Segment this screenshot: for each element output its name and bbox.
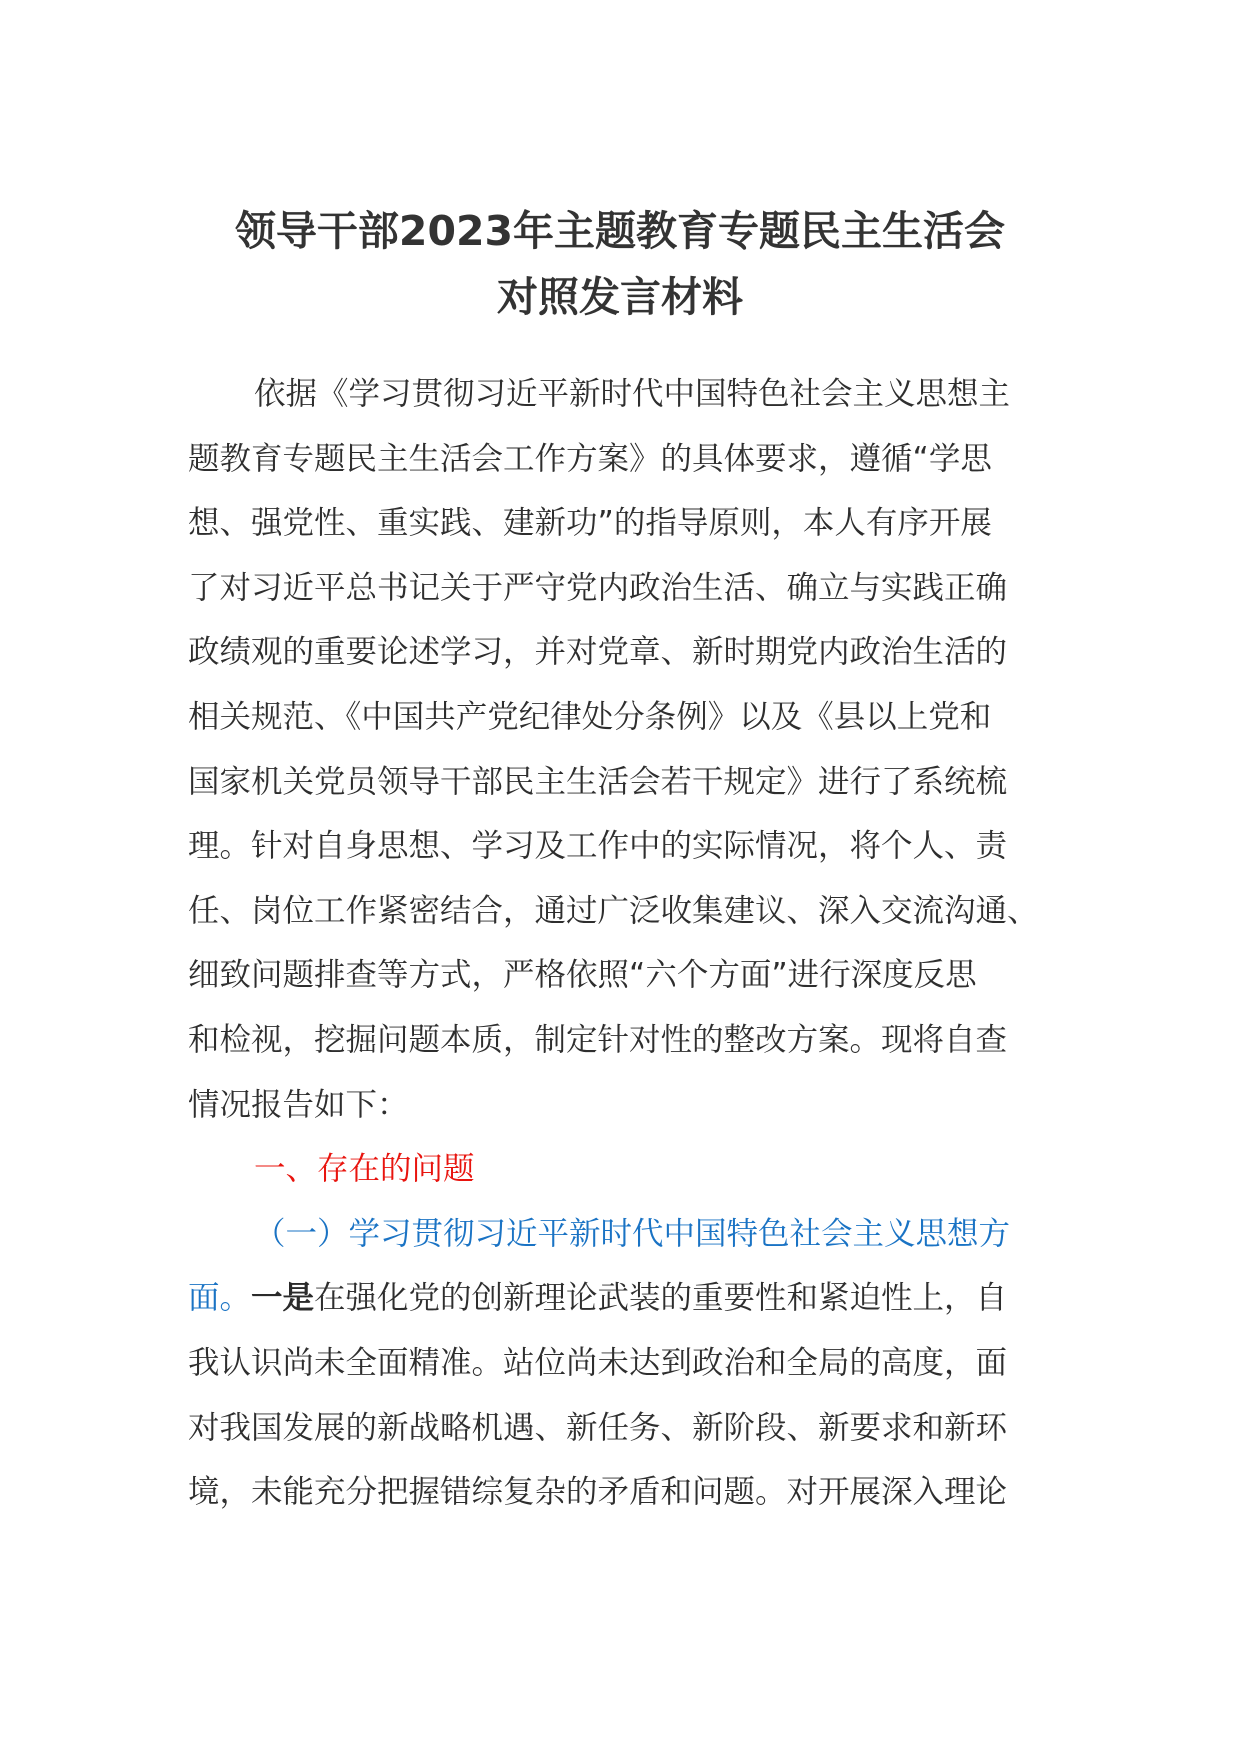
title-line-1: 领导干部2023年主题教育专题民主生活会 [234, 207, 1006, 255]
intro-line: 细致问题排查等方式，严格依照“六个方面”进行深度反思 [188, 957, 977, 994]
intro-line: 和检视，挖掘问题本质，制定针对性的整改方案。现将自查 [188, 1021, 1008, 1058]
paragraph-line: 我认识尚未全面精准。站位尚未达到政治和全局的高度，面 [188, 1344, 1008, 1381]
intro-line: 任、岗位工作紧密结合，通过广泛收集建议、深入交流沟通、 [188, 892, 1039, 929]
title-line-2: 对照发言材料 [497, 273, 743, 321]
document-body [188, 362, 1052, 1525]
intro-line: 题教育专题民主生活会工作方案》的具体要求，遵循“学思 [188, 440, 992, 477]
intro-line: 相关规范、《中国共产党纪律处分条例》以及《县以上党和 [188, 698, 992, 735]
section-heading: 一、存在的问题 [254, 1151, 475, 1188]
intro-line: 国家机关党员领导干部民主生活会若干规定》进行了系统梳 [188, 763, 1008, 800]
subheading-line-2: 面。 [188, 1280, 252, 1317]
intro-line: 情况报告如下： [188, 1086, 409, 1123]
intro-line: 想、强党性、重实践、建新功”的指导原则，本人有序开展 [188, 505, 992, 542]
intro-line: 政绩观的重要论述学习，并对党章、新时期党内政治生活的 [188, 634, 1008, 671]
document-title [150, 198, 1090, 330]
intro-line: 理。针对自身思想、学习及工作中的实际情况，将个人、责 [188, 828, 1008, 865]
intro-line: 依据《学习贯彻习近平新时代中国特色社会主义思想主 [254, 376, 1011, 412]
subheading-continued-line [188, 1266, 1052, 1331]
lead-bold-text: 一是 [251, 1280, 315, 1317]
lead-rest-text: 在强化党的创新理论武装的重要性和紧迫性上，自 [314, 1280, 1008, 1317]
intro-line: 了对习近平总书记关于严守党内政治生活、确立与实践正确 [188, 569, 1008, 606]
paragraph-line: 境，未能充分把握错综复杂的矛盾和问题。对开展深入理论 [188, 1474, 1008, 1511]
paragraph-line: 对我国发展的新战略机遇、新任务、新阶段、新要求和新环 [188, 1409, 1008, 1446]
subheading-line-1: （一）学习贯彻习近平新时代中国特色社会主义思想方 [254, 1215, 1011, 1252]
